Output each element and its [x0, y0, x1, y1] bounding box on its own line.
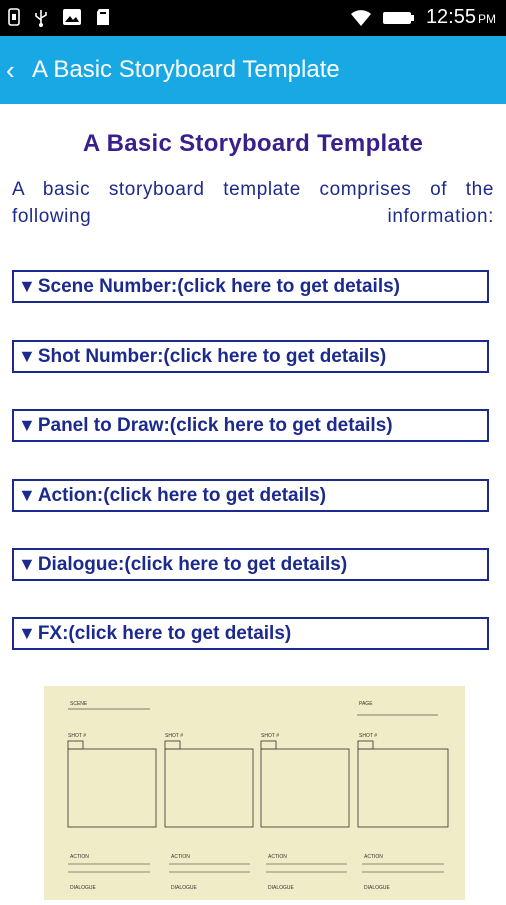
page-label: PAGE [359, 701, 373, 707]
usb-icon [34, 8, 48, 28]
storyboard-template-image [44, 686, 465, 900]
dialogue-label: DIALOGUE [364, 885, 390, 891]
main-content [0, 104, 506, 257]
storyboard-drawing [44, 686, 465, 900]
wifi-icon [350, 9, 372, 27]
expand-arrow-icon: ▼ [18, 346, 36, 366]
item-label: Shot Number:(click here to get details) [37, 345, 387, 367]
action-label: ACTION [268, 854, 287, 860]
shot-label: SHOT # [359, 733, 377, 739]
item-label: Dialogue:(click here to get details) [37, 553, 348, 575]
action-label: ACTION [364, 854, 383, 860]
shot-label: SHOT # [68, 733, 86, 739]
shot-label: SHOT # [165, 733, 183, 739]
item-label: Panel to Draw:(click here to get details) [37, 414, 393, 436]
status-left-icons [8, 8, 110, 28]
dialogue-label: DIALOGUE [268, 885, 294, 891]
panel-frame [165, 749, 253, 827]
expand-dialogue[interactable] [12, 548, 489, 581]
intro-text: A basic storyboard template comprises of the following information: [12, 179, 494, 227]
status-right [350, 6, 496, 29]
battery-icon [382, 10, 416, 26]
expand-action[interactable] [12, 479, 489, 512]
scene-label: SCENE [70, 701, 88, 707]
chevron-left-icon[interactable]: ‹ [6, 55, 15, 85]
item-label: Action:(click here to get details) [37, 484, 327, 506]
status-time-ampm: PM [478, 12, 496, 26]
sim-icon [8, 8, 20, 26]
status-time [426, 6, 496, 29]
app-bar-title: A Basic Storyboard Template [32, 56, 340, 83]
expand-arrow-icon: ▼ [18, 485, 36, 505]
expand-scene-number[interactable] [12, 270, 489, 303]
status-time-value: 12:55 [425, 6, 476, 28]
panel-frame [68, 749, 156, 827]
app-bar [0, 36, 506, 104]
sd-card-icon [96, 8, 110, 26]
dialogue-label: DIALOGUE [70, 885, 96, 891]
item-label: FX:(click here to get details) [37, 622, 292, 644]
dialogue-label: DIALOGUE [171, 885, 197, 891]
action-label: ACTION [70, 854, 89, 860]
expand-arrow-icon: ▼ [18, 276, 36, 296]
expand-shot-number[interactable] [12, 340, 489, 373]
expand-panel-to-draw[interactable] [12, 409, 489, 442]
image-icon [62, 8, 82, 26]
expand-arrow-icon: ▼ [18, 415, 36, 435]
status-bar [0, 0, 506, 36]
expand-arrow-icon: ▼ [18, 554, 36, 574]
expand-arrow-icon: ▼ [18, 623, 36, 643]
panel-frame [358, 749, 448, 827]
shot-label: SHOT # [261, 733, 279, 739]
item-label: Scene Number:(click here to get details) [37, 275, 400, 297]
panel-frame [261, 749, 349, 827]
expand-fx[interactable] [12, 617, 489, 650]
action-label: ACTION [171, 854, 190, 860]
page-title: A Basic Storyboard Template [82, 130, 424, 157]
